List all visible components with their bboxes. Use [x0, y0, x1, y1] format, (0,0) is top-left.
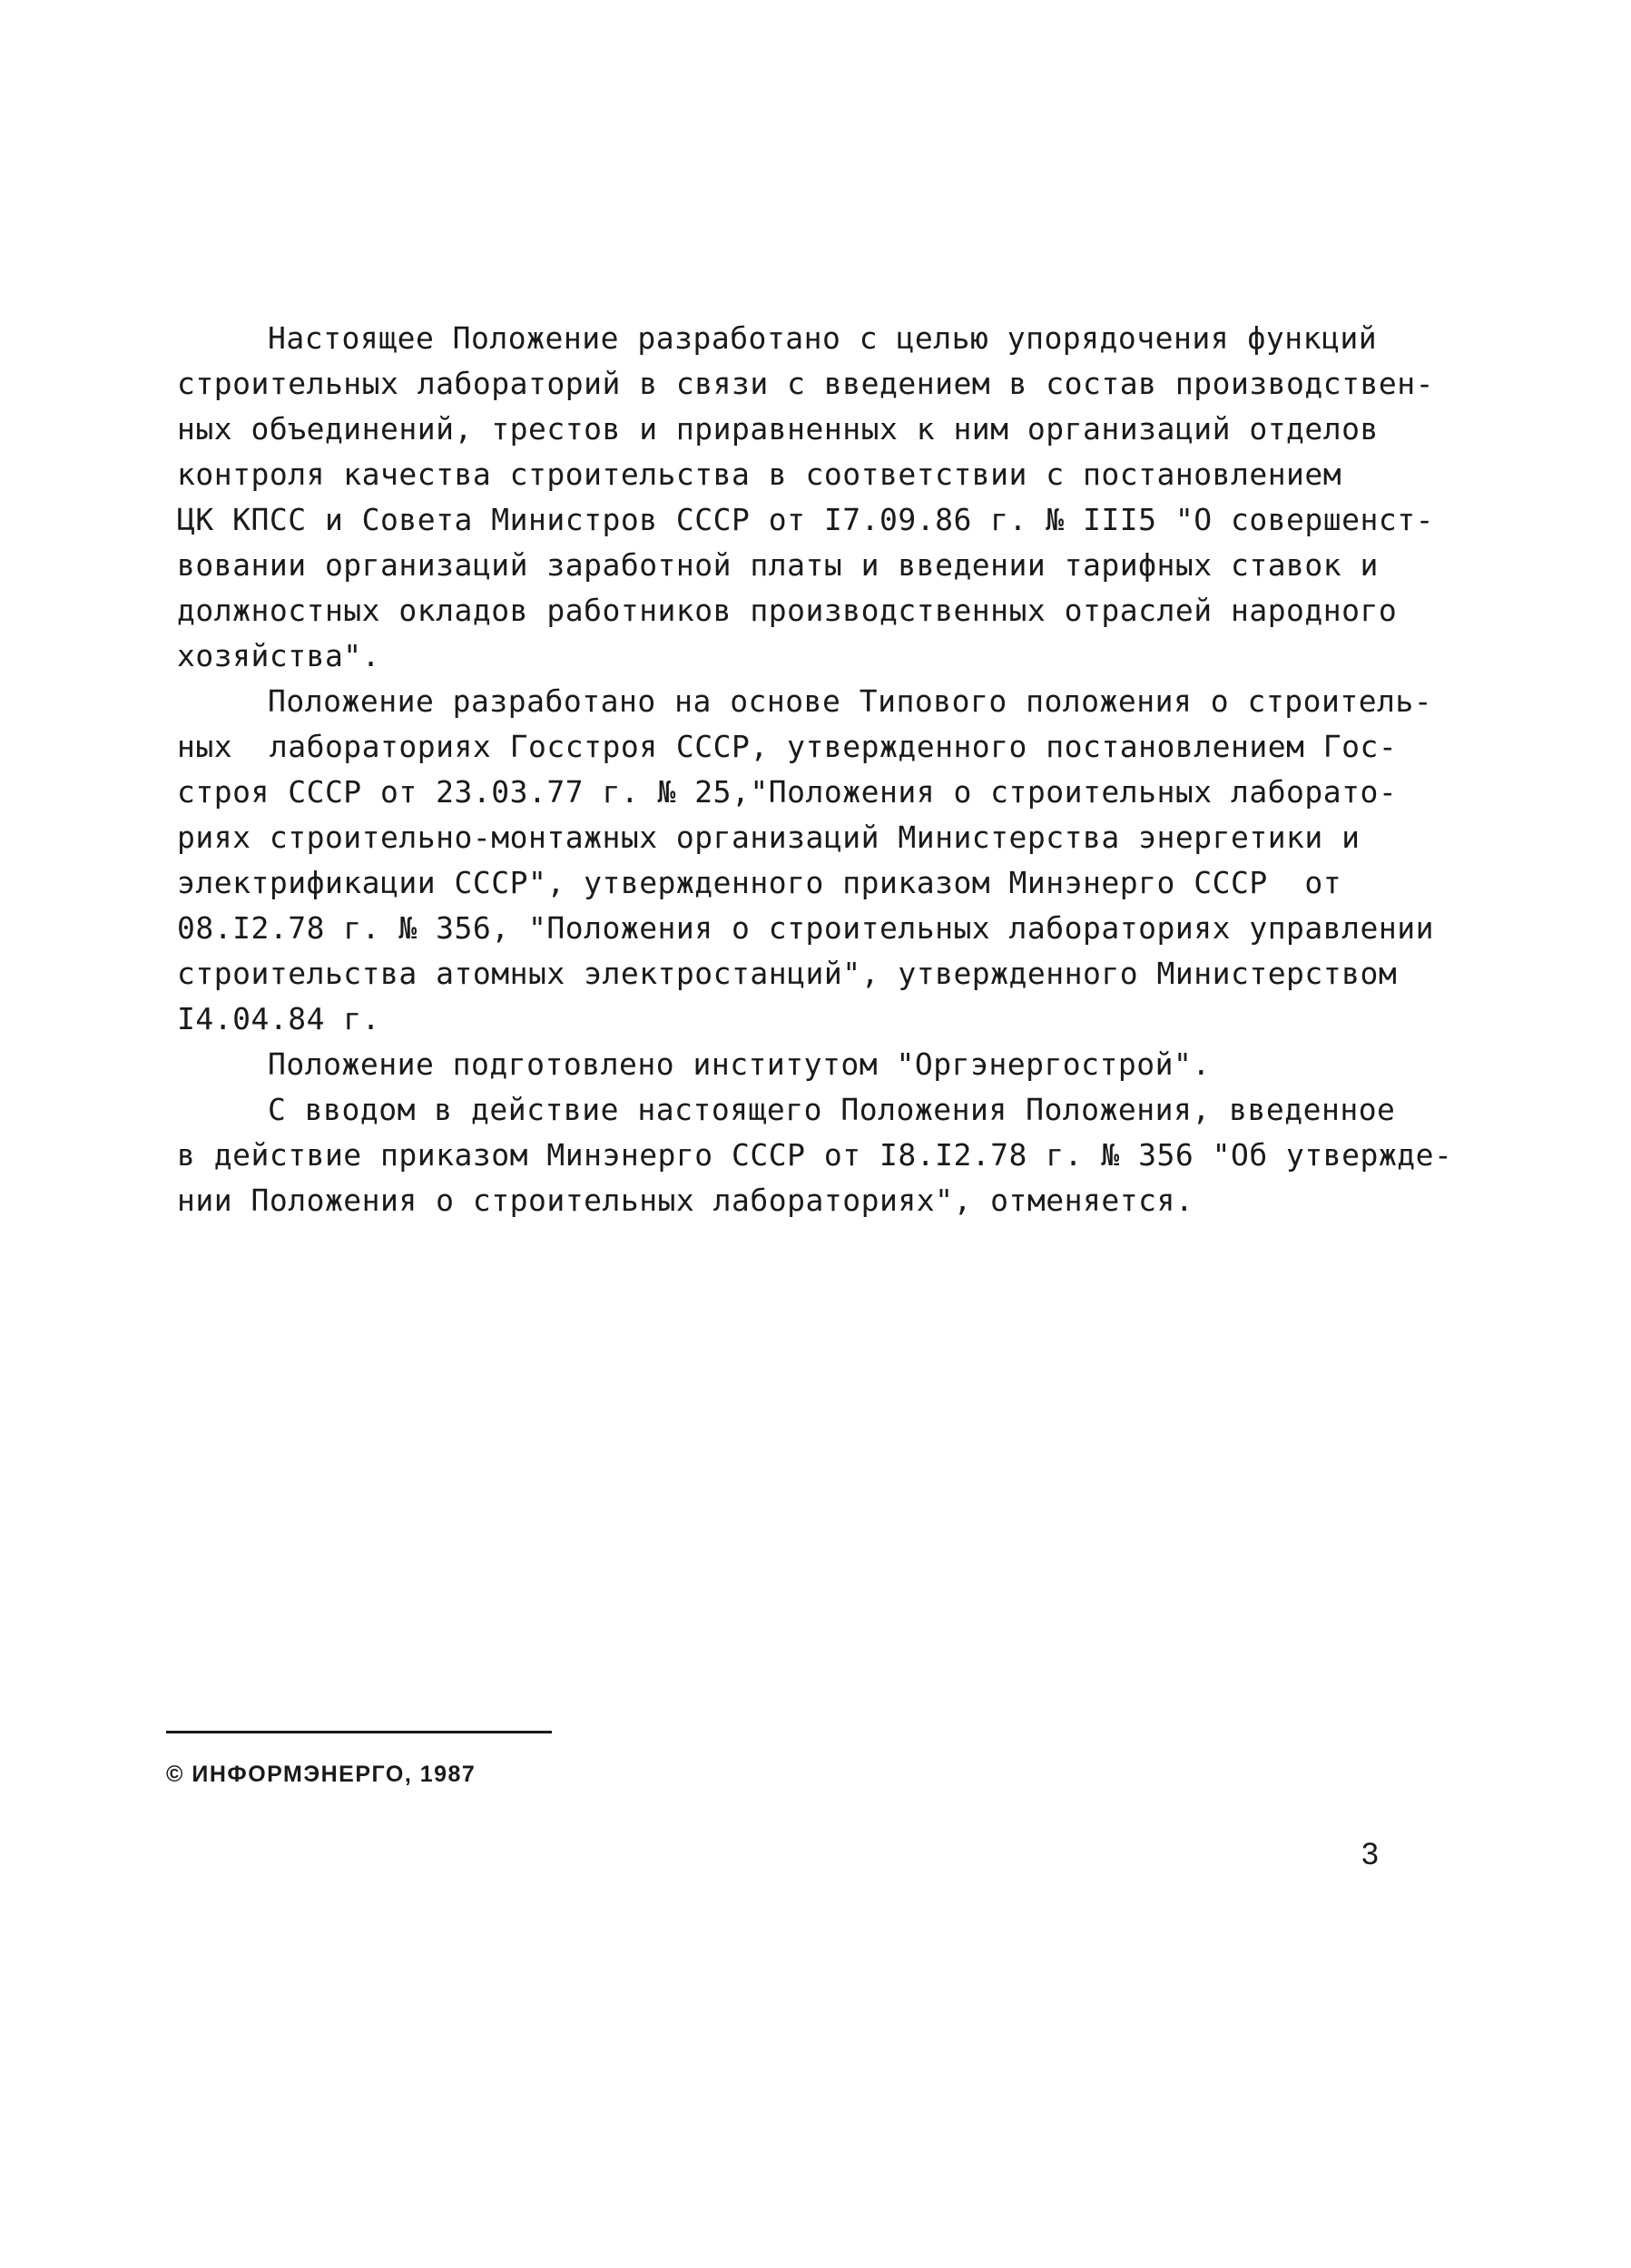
text-line: вовании организаций заработной платы и введении тарифных ставок и	[177, 547, 1379, 583]
paragraph-supersedes	[177, 1087, 1453, 1223]
text-line: строя СССР от 23.03.77 г. № 25,"Положения о строительных лаборато-	[177, 774, 1398, 810]
text-line: Настоящее Положение разработано с целью упорядочения функций	[268, 320, 1378, 356]
text-line: контроля качества строительства в соответствии с постановлением	[177, 457, 1342, 492]
text-line: Положение подготовлено институтом "Оргэнергострой".	[268, 1046, 1211, 1082]
text-line: хозяйства".	[177, 638, 381, 673]
body-text	[177, 316, 1453, 1223]
text-line: I4.04.84 г.	[177, 1001, 381, 1036]
page-number: 3	[1361, 1837, 1379, 1871]
paragraph-basis	[177, 679, 1448, 1042]
text-line: строительных лабораторий в связи с введением в состав производствен-	[177, 366, 1435, 401]
paragraph-purpose	[177, 316, 1448, 679]
text-line: ных лабораториях Госстроя СССР, утвержденного постановлением Гос-	[177, 729, 1398, 764]
text-line: 08.I2.78 г. № 356, "Положения о строительных лабораториях управлении	[177, 910, 1435, 946]
text-line: строительства атомных электростанций", утвержденного Министерством	[177, 956, 1398, 991]
text-line: должностных окладов работников производственных отраслей народного	[177, 593, 1398, 628]
text-line: риях строительно-монтажных организаций Министерства энергетики и	[177, 820, 1361, 855]
text-line: в действие приказом Минэнерго СССР от I8.I2.78 г. № 356 "Об утвержде-	[177, 1137, 1453, 1173]
text-line: электрификации СССР", утвержденного приказом Минэнерго СССР от	[177, 865, 1342, 900]
copyright-notice: © ИНФОРМЭНЕРГО, 1987	[166, 1762, 477, 1787]
paragraph-prepared-by	[177, 1042, 1448, 1087]
text-line: ных объединений, трестов и приравненных к ним организаций отделов	[177, 411, 1379, 447]
text-line: Положение разработано на основе Типового положения о строитель-	[268, 683, 1433, 719]
text-line: нии Положения о строительных лабораториях", отменяется.	[177, 1183, 1194, 1218]
footnote-divider	[166, 1731, 552, 1733]
text-line: С вводом в действие настоящего Положения Положения, введенное	[268, 1092, 1396, 1127]
text-line: ЦК КПСС и Совета Министров СССР от I7.09.86 г. № III5 "О совершенст-	[177, 502, 1435, 537]
